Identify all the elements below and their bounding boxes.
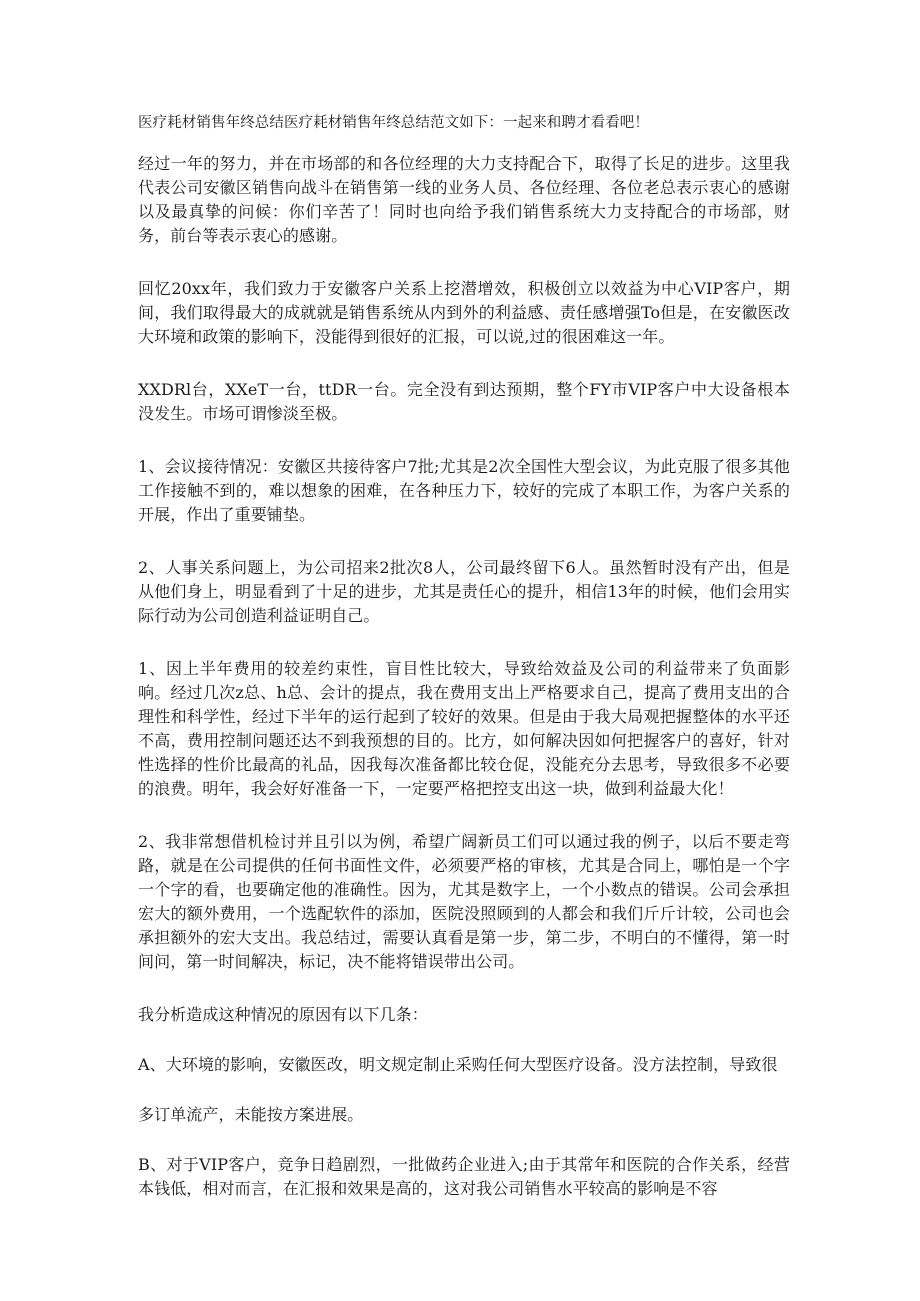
paragraph-reason-b: B、对于VIP客户，竞争日趋剧烈，一批做药企业进入;由于其常年和医院的合作关系，经营本钱低，相对而言，在汇报和效果是高的，这对我公司销售水平较高的影响是不容: [138, 1155, 790, 1198]
paragraph-reason-a: A、大环境的影响，安徽医改，明文规定制止采购任何大型医疗设备。没方法控制，导致很: [138, 1055, 778, 1074]
intro-line: 医疗耗材销售年终总结医疗耗材销售年终总结范文如下：一起来和聘才看看吧！: [138, 115, 649, 131]
paragraph-personnel: 2、人事关系问题上，为公司招来2批次8人，公司最终留下6人。虽然暂时没有产出，但是从他们身上，明显看到了十足的进步，尤其是责任心的提升，相信13年的时候，他们会用实际行动为公司创造利益证明自己。: [138, 558, 790, 625]
paragraph-reason-a-cont: 多订单流产，未能按方案进展。: [138, 1105, 364, 1124]
paragraph-reasons-intro: 我分析造成这种情况的原因有以下几条：: [138, 1005, 428, 1024]
paragraph-review: 回忆20xx年，我们致力于安徽客户关系上挖潜增效，积极创立以效益为中心VIP客户，期间，我们取得最大的成就就是销售系统从内到外的利益感、责任感增强To但是，在安徽医改大环境和政策的影响下，没能得到很好的汇报，可以说,过的很困难这一年。: [138, 279, 790, 346]
paragraph-meetings: 1、会议接待情况：安徽区共接待客户7批;尤其是2次全国性大型会议，为此克服了很多其他工作接触不到的，难以想象的困难，在各种压力下，较好的完成了本职工作，为客户关系的开展，作出了重要铺垫。: [138, 457, 790, 524]
document-page: [138, 112, 790, 1201]
paragraph-review-documents: 2、我非常想借机检讨并且引以为例，希望广阔新员工们可以通过我的例子，以后不要走弯路，就是在公司提供的任何书面性文件，必须要严格的审核，尤其是合同上，哪怕是一个字一个字的看，也要确定他的准确性。因为，尤其是数字上，一个小数点的错误。公司会承担宏大的额外费用，一个选配软件的添加，医院没照顾到的人都会和我们斤斤计较，公司也会承担额外的宏大支出。我总结过，需要认真看是第一步，第二步，不明白的不懂得，第一时间问，第一时间解决，标记，决不能将错误带出公司。: [138, 832, 790, 971]
paragraph-expenses: 1、因上半年费用的较差约束性，盲目性比较大，导致给效益及公司的利益带来了负面影响。经过几次z总、h总、会计的提点，我在费用支出上严格要求自己，提高了费用支出的合理性和科学性，经过下半年的运行起到了较好的效果。但是由于我大局观把握整体的水平还不高，费用控制问题还达不到我预想的目的。比方，如何解决因如何把握客户的喜好，针对性选择的性价比最高的礼品，因我每次准备都比较仓促，没能充分去思考，导致很多不必要的浪费。明年，我会好好准备一下，一定要严格把控支出这一块，做到利益最大化！: [138, 659, 790, 798]
paragraph-thanks: 经过一年的努力，并在市场部的和各位经理的大力支持配合下，取得了长足的进步。这里我代表公司安徽区销售向战斗在销售第一线的业务人员、各位经理、各位老总表示衷心的感谢以及最真挚的问候：你们辛苦了！同时也向给予我们销售系统大力支持配合的市场部，财务，前台等表示衷心的感谢。: [138, 154, 790, 245]
paragraph-equipment: XXDRl台，XXeT一台，ttDR一台。完全没有到达预期，整个FY市VIP客户中大设备根本没发生。市场可谓惨淡至极。: [138, 380, 790, 423]
